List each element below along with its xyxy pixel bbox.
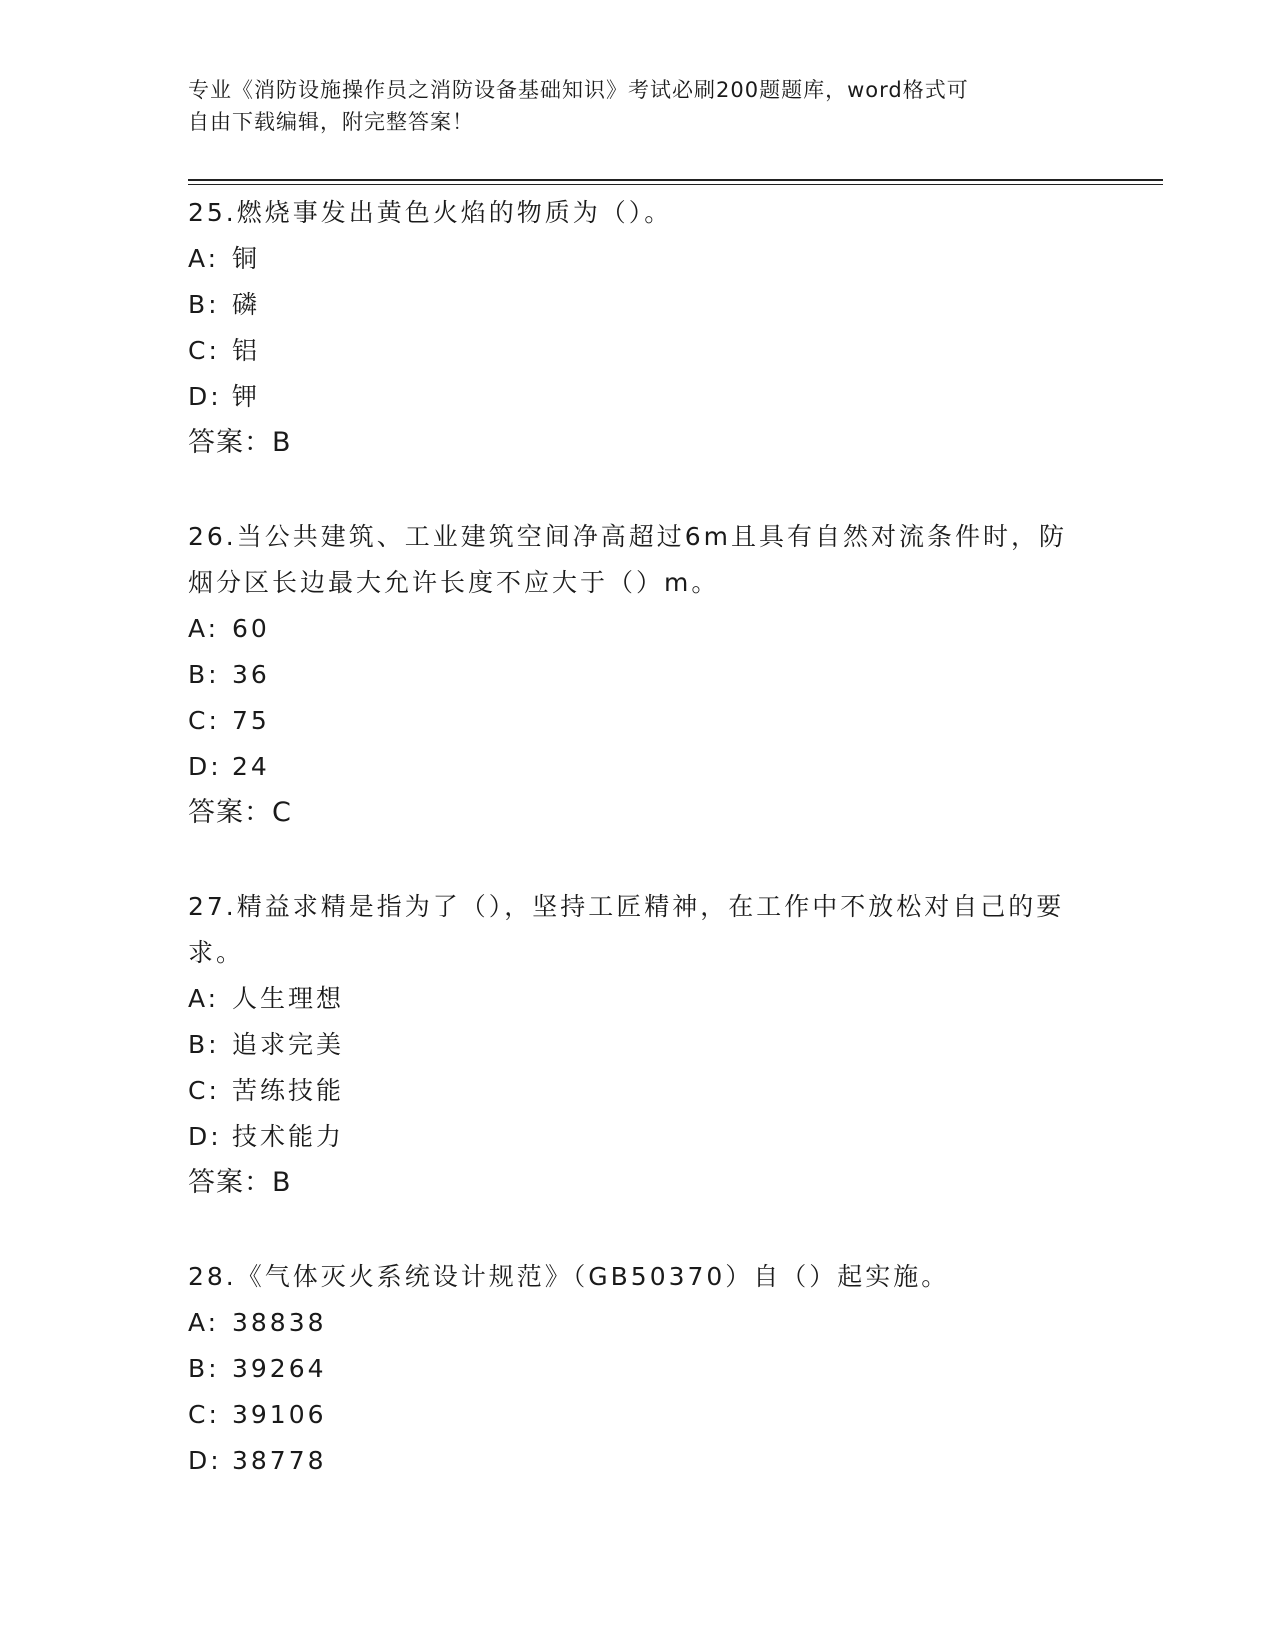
- option-value: 苦练技能: [232, 1076, 345, 1105]
- option-key: D:: [188, 382, 222, 411]
- option-value: 钾: [232, 382, 261, 411]
- option-value: 磷: [232, 290, 261, 319]
- option-value: 铜: [232, 244, 261, 273]
- option-key: B:: [188, 660, 220, 689]
- option-value: 36: [232, 660, 270, 689]
- option-c: [188, 1392, 1088, 1438]
- header-divider-thick: [188, 179, 1163, 181]
- option-c: [188, 698, 1088, 744]
- option-value: 39106: [232, 1400, 327, 1429]
- option-d: [188, 374, 1088, 420]
- question-list: [188, 190, 1088, 1532]
- question-text: 25.燃烧事发出黄色火焰的物质为（）。: [188, 198, 673, 227]
- document-header: [188, 74, 1068, 138]
- option-key: D:: [188, 1122, 222, 1151]
- question-28: [188, 1254, 1088, 1484]
- question-text: 27.精益求精是指为了（），坚持工匠精神，在工作中不放松对自己的要求。: [188, 892, 1065, 967]
- option-b: [188, 1022, 1088, 1068]
- header-line-1: 专业《消防设施操作员之消防设备基础知识》考试必刷200题题库，word格式可: [188, 78, 969, 102]
- option-a: [188, 236, 1088, 282]
- option-value: 38838: [232, 1308, 327, 1337]
- option-key: D:: [188, 752, 222, 781]
- option-value: 技术能力: [232, 1122, 345, 1151]
- question-26: [188, 514, 1088, 836]
- option-a: [188, 976, 1088, 1022]
- option-b: [188, 652, 1088, 698]
- answer-line: 答案：B: [188, 1167, 292, 1198]
- option-value: 人生理想: [232, 984, 345, 1013]
- answer-line: 答案：C: [188, 797, 292, 828]
- option-key: A:: [188, 984, 220, 1013]
- option-key: B:: [188, 1354, 220, 1383]
- option-d: [188, 1114, 1088, 1160]
- question-text: 26.当公共建筑、工业建筑空间净高超过6m且具有自然对流条件时，防烟分区长边最大允许长度不应大于（）m。: [188, 522, 1068, 597]
- option-key: A:: [188, 244, 220, 273]
- option-key: D:: [188, 1446, 222, 1475]
- answer-line: 答案：B: [188, 427, 292, 458]
- option-value: 60: [232, 614, 270, 643]
- question-27: [188, 884, 1088, 1206]
- option-d: [188, 744, 1088, 790]
- question-text: 28.《气体灭火系统设计规范》（GB50370）自（）起实施。: [188, 1262, 950, 1291]
- option-key: C:: [188, 1076, 220, 1105]
- option-value: 追求完美: [232, 1030, 345, 1059]
- option-value: 39264: [232, 1354, 327, 1383]
- option-value: 75: [232, 706, 270, 735]
- header-divider-thin: [188, 184, 1163, 185]
- option-key: C:: [188, 336, 220, 365]
- option-key: C:: [188, 706, 220, 735]
- option-a: [188, 606, 1088, 652]
- option-key: C:: [188, 1400, 220, 1429]
- option-key: A:: [188, 614, 220, 643]
- option-c: [188, 328, 1088, 374]
- option-d: [188, 1438, 1088, 1484]
- option-key: A:: [188, 1308, 220, 1337]
- option-a: [188, 1300, 1088, 1346]
- option-b: [188, 282, 1088, 328]
- question-25: [188, 190, 1088, 466]
- option-value: 铝: [232, 336, 261, 365]
- option-c: [188, 1068, 1088, 1114]
- option-key: B:: [188, 1030, 220, 1059]
- header-line-2: 自由下载编辑，附完整答案！: [188, 110, 474, 134]
- option-value: 24: [232, 752, 270, 781]
- option-b: [188, 1346, 1088, 1392]
- option-value: 38778: [232, 1446, 327, 1475]
- option-key: B:: [188, 290, 220, 319]
